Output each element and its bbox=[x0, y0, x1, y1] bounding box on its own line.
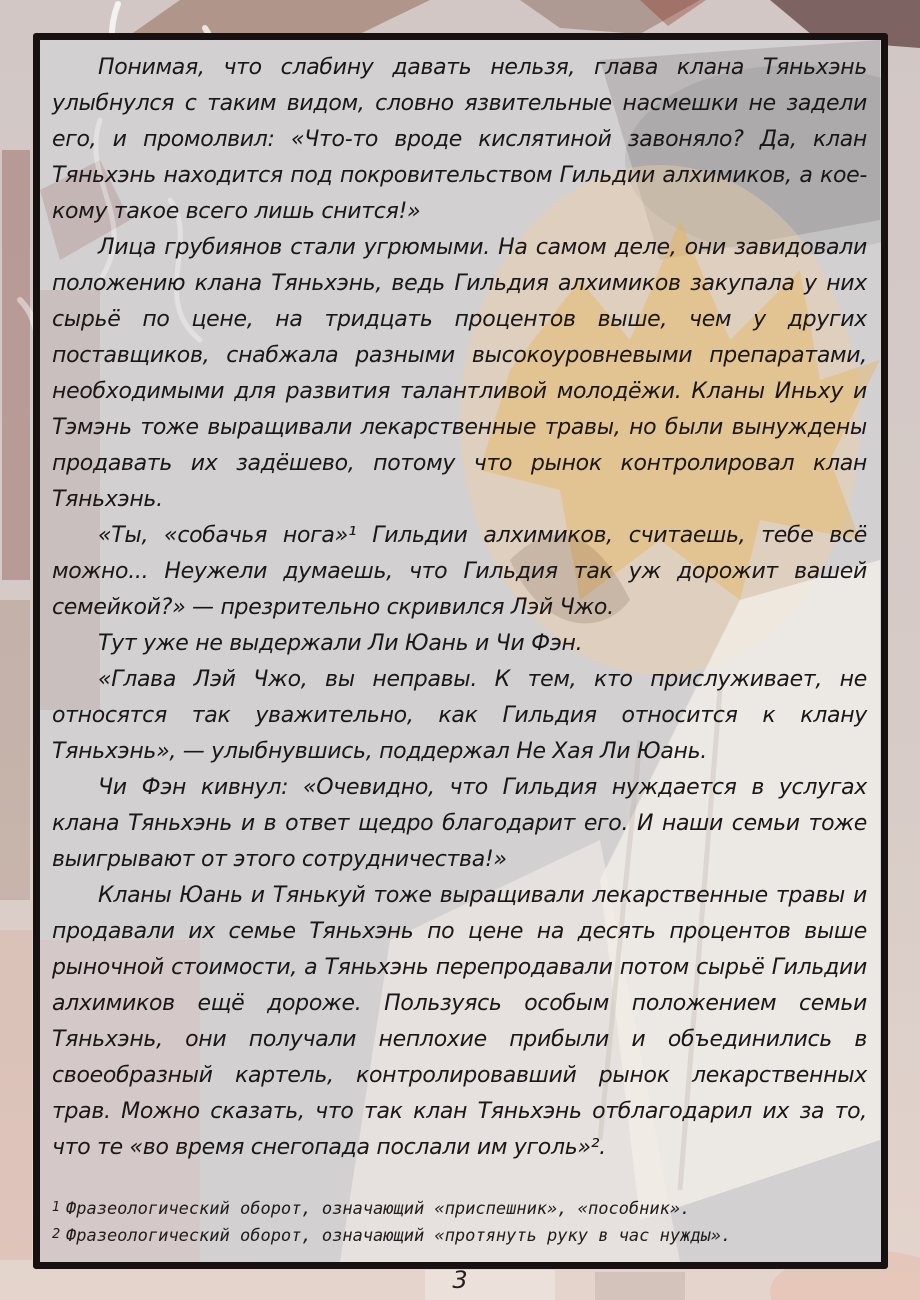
paragraph: Кланы Юань и Тянькуй тоже выращивали лекарственные травы и продавали их семье Тяньхэнь по цене на десять процентов выше рыночной стоимости, а Тяньхэнь перепродавали потом сырьё Гильдии алхимиков ещё дороже. Пользуясь особым положением семьи Тяньхэнь, они получали неплохие прибыли и объединились в своеобразный картель, контролировавший рынок лекарственных трав. Можно сказать, что так клан Тяньхэнь отблагодарил их за то, что те «во время снегопада послали им уголь»². bbox=[52, 883, 867, 1160]
footnote-text: Фразеологический оборот, означающий «приспешник», «пособник». bbox=[66, 1199, 691, 1219]
page-number: 3 bbox=[452, 1266, 468, 1294]
red-edge-art bbox=[2, 150, 30, 580]
paragraph: Чи Фэн кивнул: «Очевидно, что Гильдия нуждается в услугах клана Тяньхэнь и в ответ щедро благодарит его. И наши семьи тоже выигрывают от этого сотрудничества!» bbox=[52, 775, 867, 872]
footnote-text: Фразеологический оборот, означающий «протянуть руку в час нужды». bbox=[66, 1226, 732, 1246]
paragraph: «Глава Лэй Чжо, вы неправы. К тем, кто прислуживает, не относятся так уважительно, как Гильдия относится к клану Тяньхэнь», — улыбнувшись, поддержал Не Хая Ли Юань. bbox=[52, 667, 867, 764]
frame-content bbox=[40, 40, 881, 1262]
story-text bbox=[52, 50, 867, 1166]
pink-edge-art bbox=[0, 930, 32, 1260]
paragraph: «Ты, «собачья нога»¹ Гильдии алхимиков, считаешь, тебе всё можно... Неужели думаешь, что Гильдия так уж дорожит вашей семейкой?» — презрительно скривился Лэй Чжо. bbox=[52, 523, 867, 620]
text-frame bbox=[33, 33, 888, 1269]
footnote-marker: 2 bbox=[52, 1227, 61, 1242]
paragraph: Тут уже не выдержали Ли Юань и Чи Фэн. bbox=[98, 631, 583, 656]
brown-edge-art bbox=[0, 600, 30, 900]
footnote bbox=[52, 1223, 867, 1250]
footnote bbox=[52, 1196, 867, 1223]
footnotes bbox=[52, 1196, 867, 1252]
paragraph: Понимая, что слабину давать нельзя, глава клана Тяньхэнь улыбнулся с таким видом, словно язвительные насмешки не задели его, и промолвил: «Что-то вроде кислятиной завоняло? Да, клан Тяньхэнь находится под покровительством Гильдии алхимиков, а кое-кому такое всего лишь снится!» bbox=[52, 55, 867, 224]
paragraph: Лица грубиянов стали угрюмыми. На самом деле, они завидовали положению клана Тяньхэнь, ведь Гильдия алхимиков закупала у них сырьё по цене, на тридцать процентов выше, чем у других поставщиков, снабжала разными высокоуровневыми препаратами, необходимыми для развития талантливой молодёжи. Кланы Иньху и Тэмэнь тоже выращивали лекарственные травы, но были вынуждены продавать их задёшево, потому что рынок контролировал клан Тяньхэнь. bbox=[52, 235, 867, 512]
footnote-marker: 1 bbox=[52, 1200, 61, 1215]
